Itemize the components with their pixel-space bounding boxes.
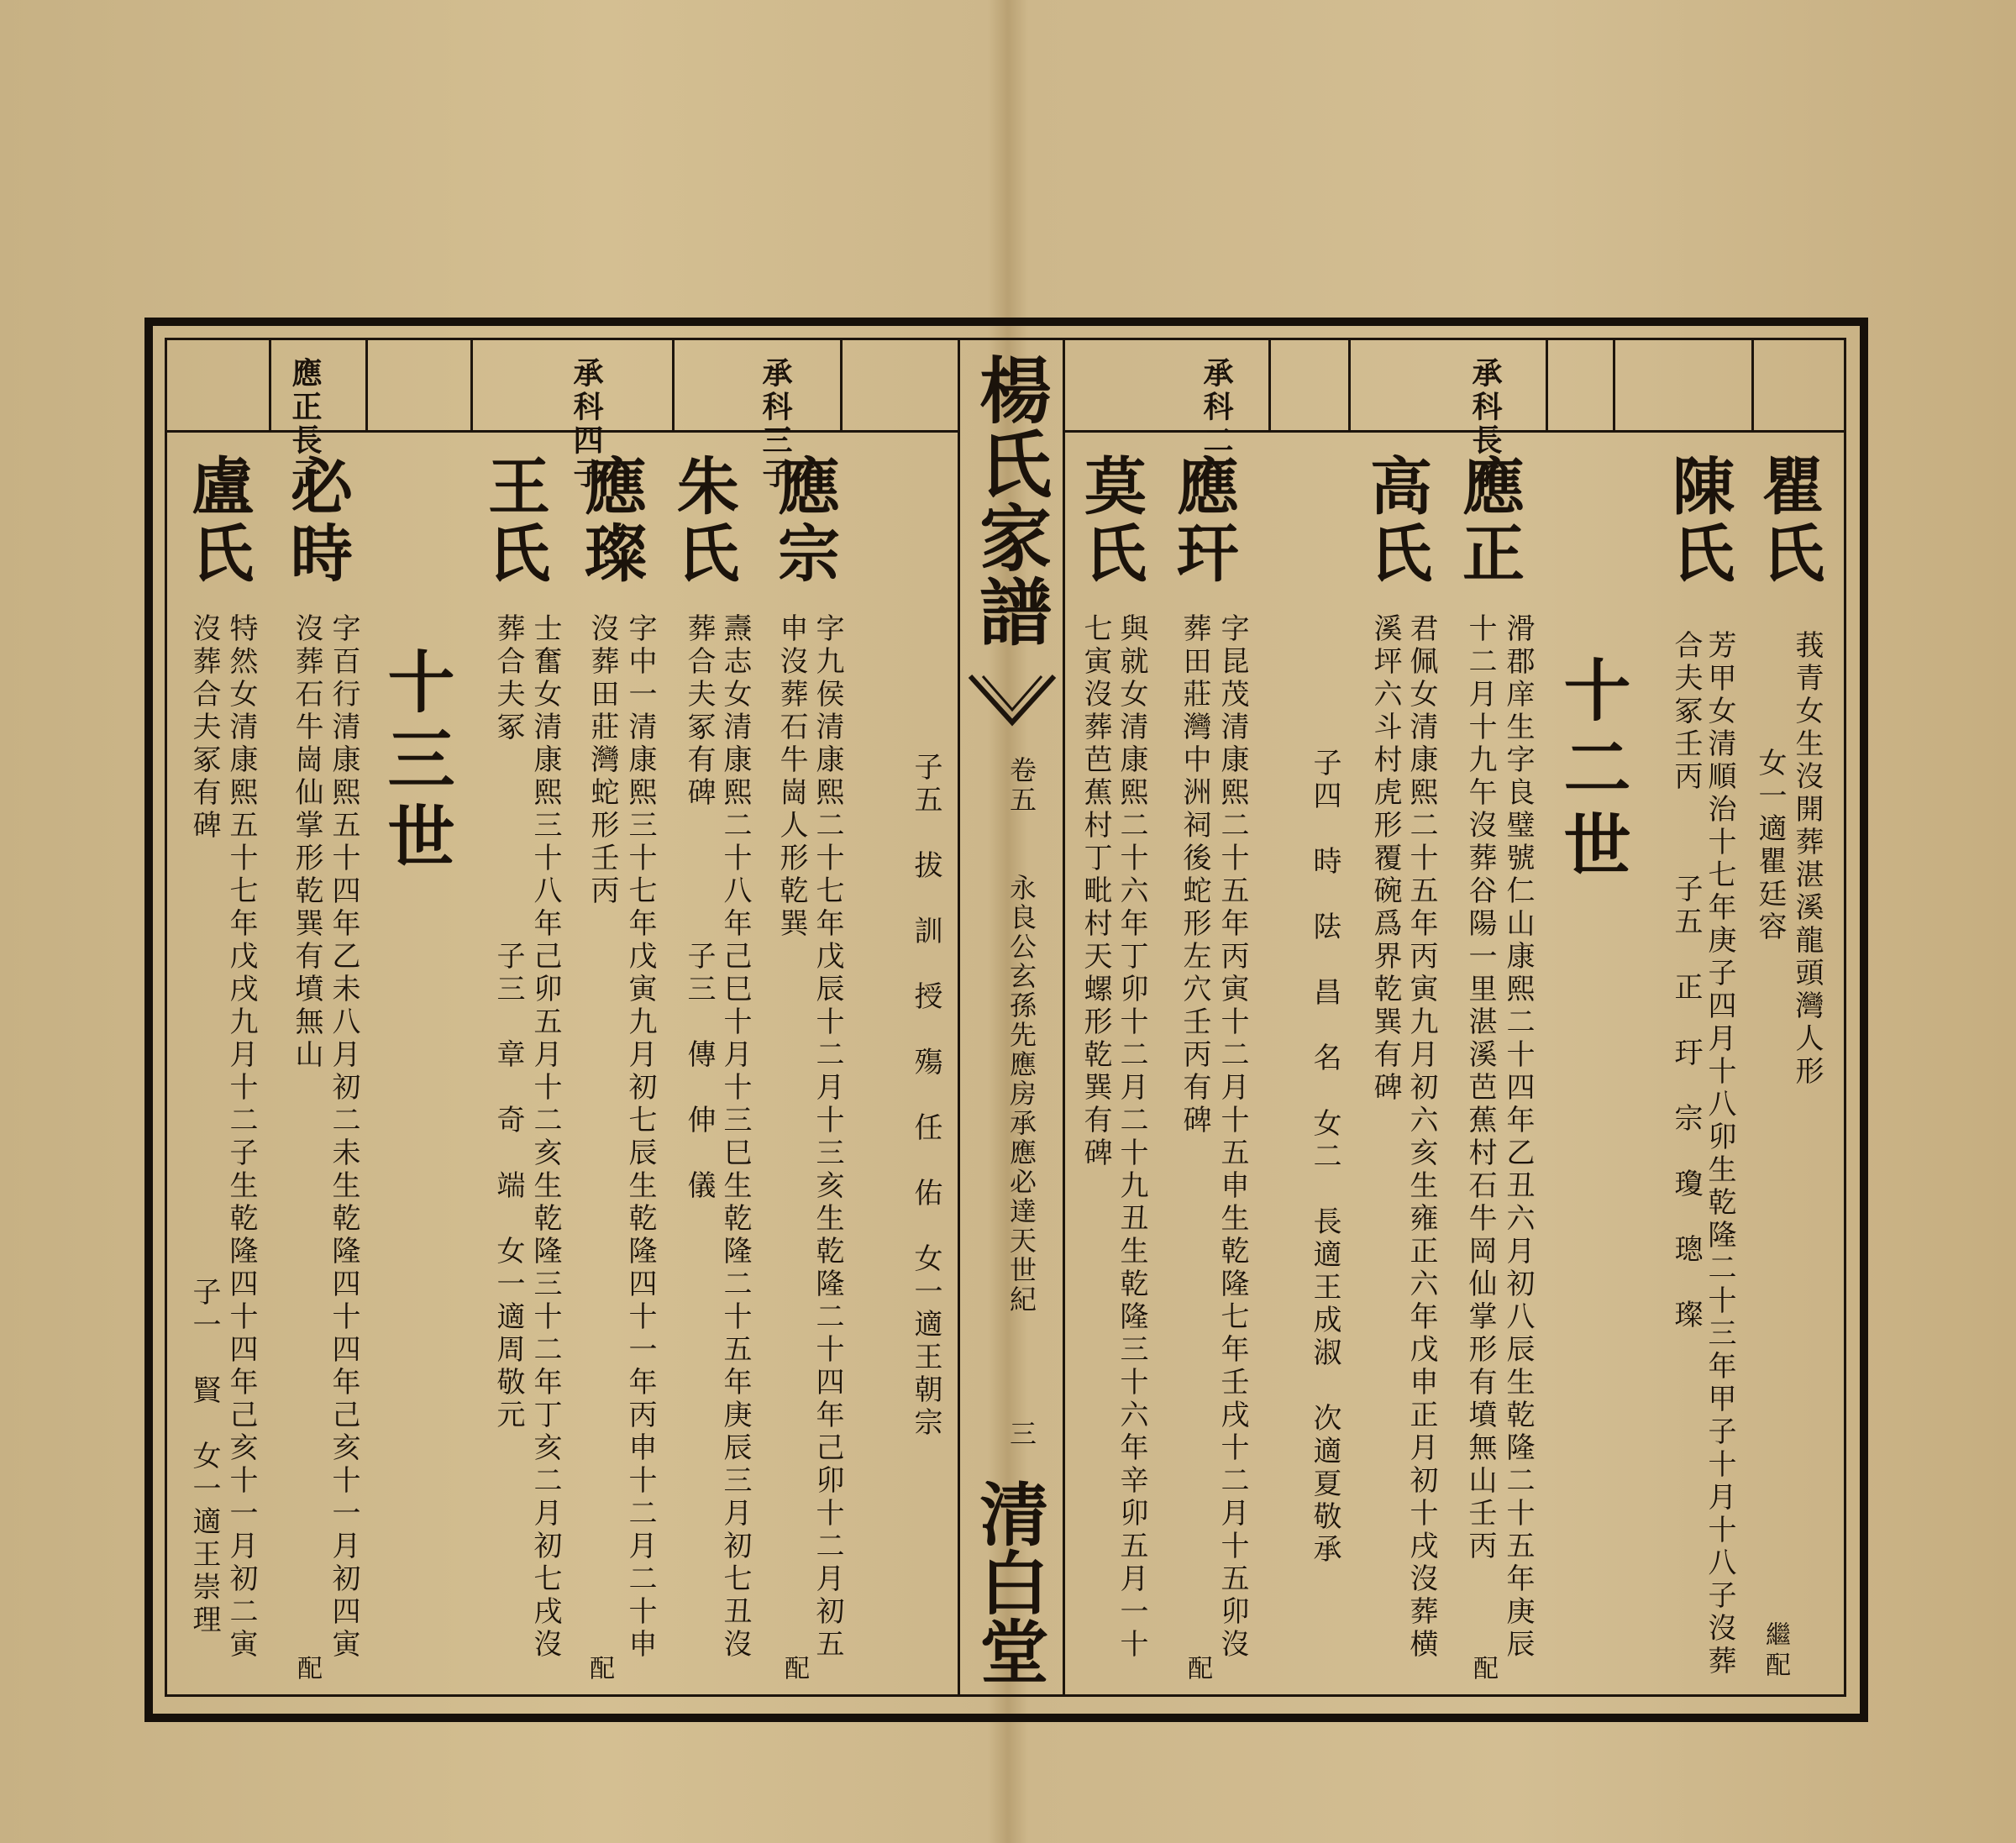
entry-text: 字昆茂清康熙二十五年丙寅十二月十五申生乾隆七年壬戌十二月十五卯沒	[1215, 613, 1249, 1662]
col-rule	[840, 338, 843, 430]
fish-tail-ornament	[966, 672, 1058, 731]
entry-text: 君佩女清康熙二十五年丙寅九月初六亥生雍正六年戊申正月初十戌沒葬横	[1404, 613, 1438, 1662]
lineage-header: 應正長子	[287, 357, 323, 491]
entry-text: 芳甲女清順治十七年庚子四月十八卯生乾隆二十三年甲子十月十八子沒葬	[1703, 630, 1736, 1678]
person-name: 應璨	[575, 454, 647, 588]
person-name: 應玕	[1167, 454, 1239, 588]
person-name: 必時	[281, 454, 353, 588]
entry-text: 特然女清康熙五十七年戊戌九月十二子生乾隆四十四年己亥十一月初二寅	[224, 613, 258, 1662]
volume-label: 卷五	[1005, 756, 1037, 815]
header-rule-left	[165, 430, 958, 433]
entry-text: 子三 章 奇 端 女一適周敬元	[491, 941, 525, 1432]
entry-text: 十二月十九午沒葬谷陽一里湛溪芭蕉村石牛岡仙掌形有墳無山壬丙	[1463, 613, 1497, 1563]
entry-text: 滑郡庠生字良璧號仁山康熙二十四年乙丑六月初八辰生乾隆二十五年庚辰	[1501, 613, 1535, 1662]
lineage-header: 承科二子	[1199, 357, 1234, 491]
entry-note: 繼配	[1761, 1621, 1790, 1682]
entry-text: 七寅沒葬芭蕉村丁毗村天螺形乾巽有碑	[1079, 613, 1112, 1170]
generation-heading-13: 十三世	[376, 647, 455, 879]
col-rule	[1613, 338, 1615, 430]
entry-note: 配	[292, 1655, 322, 1685]
entry-text: 子四 時 阹 昌 名 女二 長適王成淑 次適夏敬承	[1308, 748, 1341, 1567]
lineage-header: 承科長子	[1467, 357, 1503, 491]
entry-note: 配	[1468, 1655, 1498, 1685]
entry-text: 葬合夫冢	[491, 613, 525, 744]
col-rule	[1546, 338, 1548, 430]
entry-text: 沒葬田莊灣蛇形壬丙	[585, 613, 619, 908]
entry-text: 字百行清康熙五十四年乙未八月初二未生乾隆四十四年己亥十一月初四寅	[327, 613, 360, 1662]
person-name: 應宗	[768, 454, 840, 588]
person-name: 莫氏	[1074, 454, 1147, 588]
entry-text: 莪青女生沒開葬湛溪龍頭灣人形	[1790, 630, 1824, 1089]
lineage-header: 承科四子	[569, 357, 604, 491]
entry-note: 配	[585, 1655, 614, 1685]
person-name: 盧氏	[181, 454, 254, 588]
col-rule	[1751, 338, 1754, 430]
entry-text: 燾志女清康熙二十八年己巳十月十三巳生乾隆二十五年庚辰三月初七丑沒	[718, 613, 752, 1662]
generation-heading-12: 十二世	[1552, 655, 1631, 887]
book-title: 楊氏家譜	[967, 353, 1052, 648]
entry-text: 溪坪六斗村虎形覆碗爲界乾巽有碑	[1368, 613, 1402, 1105]
person-name: 高氏	[1360, 454, 1432, 588]
chapter-label: 永良公玄孫先應房承應必達天世紀	[1005, 874, 1037, 1315]
entry-text: 子五 正 玗 宗 瓊 璁 璨	[1669, 874, 1703, 1332]
person-name: 陳氏	[1662, 454, 1735, 588]
entry-text: 葬合夫冢有碑	[682, 613, 716, 810]
person-name: 王氏	[478, 454, 550, 588]
entry-text: 子三 傳 伸 儀	[682, 941, 716, 1203]
header-rule-right	[1063, 430, 1846, 433]
entry-text: 沒葬合夫冢有碑	[187, 613, 221, 843]
person-name: 應正	[1452, 454, 1525, 588]
entry-text: 字九侯清康熙二十七年戊辰十二月十三亥生乾隆二十四年己卯十二月初五	[811, 613, 844, 1662]
entry-text: 申沒葬石牛崗人形乾巽	[774, 613, 808, 941]
col-rule	[672, 338, 675, 430]
entry-note: 配	[780, 1655, 809, 1685]
entry-text: 沒葬石牛崗仙掌形乾巽有墳無山	[290, 613, 323, 1072]
col-rule	[269, 338, 271, 430]
col-rule	[365, 338, 368, 430]
entry-text: 與就女清康熙二十六年丁卯十二月二十九丑生乾隆三十六年辛卯五月一十	[1115, 613, 1148, 1662]
col-rule	[1348, 338, 1351, 430]
entry-text: 女一適瞿廷容	[1753, 748, 1787, 944]
center-divider-left	[958, 338, 960, 1697]
col-rule	[1268, 338, 1271, 430]
entry-text: 子一 賢 女一適王崇理	[187, 1277, 221, 1637]
entry-text: 士奮女清康熙三十八年己卯五月十二亥生乾隆三十二年丁亥二月初七戌沒	[528, 613, 562, 1662]
entry-text: 合夫冢壬丙	[1669, 630, 1703, 794]
entry-note: 配	[1183, 1655, 1212, 1685]
lineage-header: 承科三子	[758, 357, 793, 491]
col-rule	[470, 338, 473, 430]
hall-name: 清白堂	[969, 1478, 1049, 1685]
entry-text: 字中一清康熙三十七年戊寅九月初七辰生乾隆四十一年丙申十二月二十申	[623, 613, 657, 1662]
page-number: 三	[1005, 1420, 1037, 1449]
entry-text: 葬田莊灣中洲祠後蛇形左穴壬丙有碑	[1178, 613, 1211, 1137]
entry-text: 子五 拔 訓 授 殤 任 佑 女一適王朝宗	[909, 752, 942, 1440]
center-divider-right	[1063, 338, 1065, 1697]
person-name: 朱氏	[667, 454, 739, 588]
person-name: 瞿氏	[1752, 454, 1824, 588]
